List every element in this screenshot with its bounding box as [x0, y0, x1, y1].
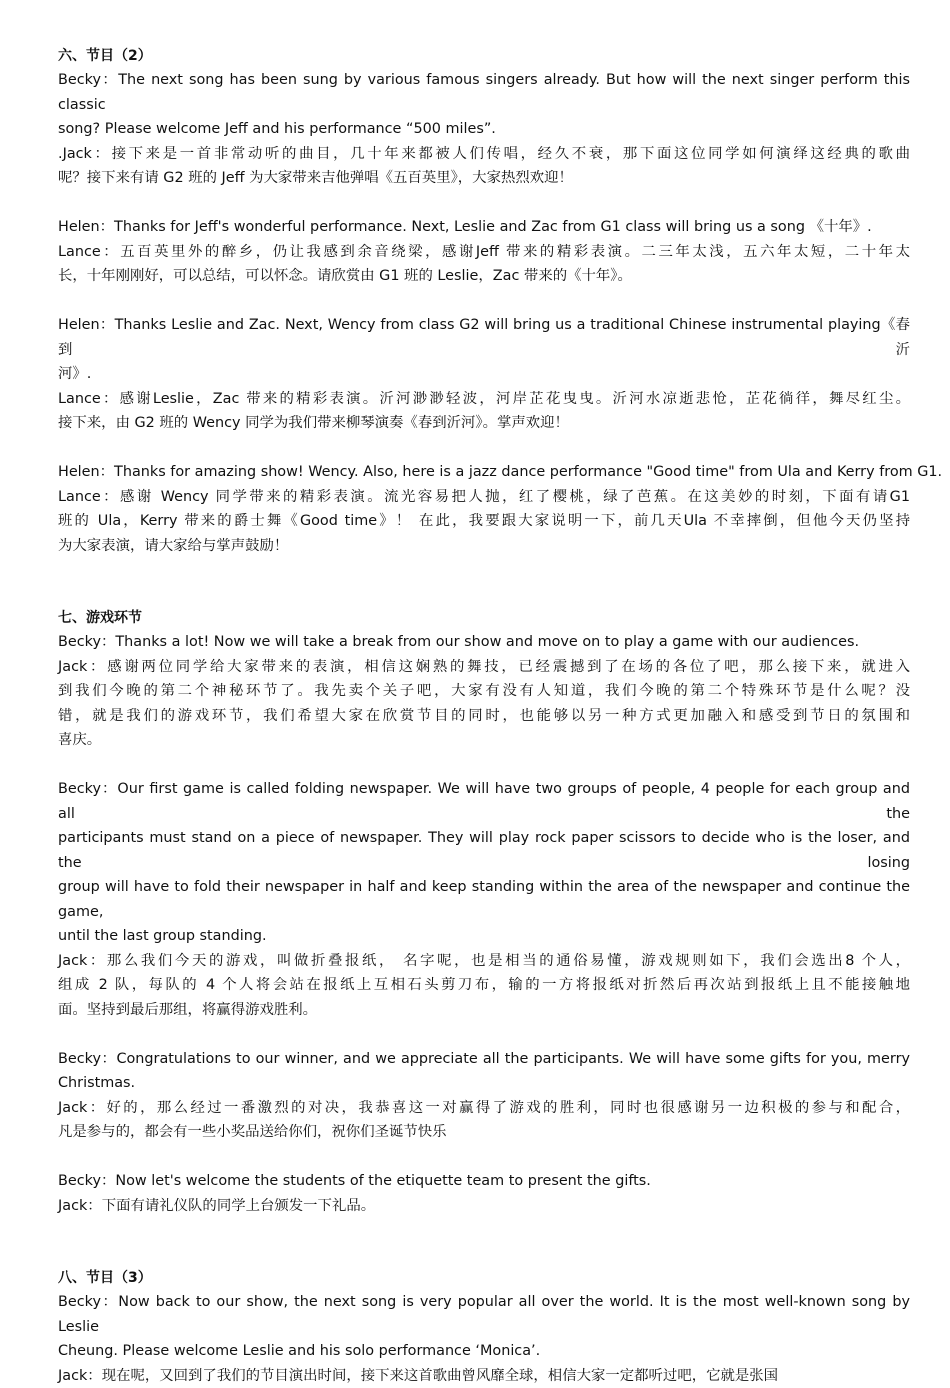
paragraph-spacer [58, 753, 910, 778]
dialogue-block [58, 215, 910, 289]
text-line: Becky：Now back to our show, the next song is very popular all over the world. It is the most well-known song by Leslie [58, 1290, 910, 1339]
text-line: Helen：Thanks Leslie and Zac. Next, Wency from class G2 will bring us a traditional Chinese instrumental playing《春到沂 [58, 313, 910, 362]
text-line: .Jack：接下来是一首非常动听的曲目，几十年来都被人们传唱，经久不衰，那下面这位同学如何演绎这经典的歌曲 [58, 142, 910, 167]
dialogue-block [58, 68, 910, 191]
dialogue-block [58, 313, 910, 436]
section-spacer [58, 558, 910, 606]
paragraph-spacer [58, 1145, 910, 1170]
text-line: Helen：Thanks for Jeff's wonderful performance. Next, Leslie and Zac from G1 class will bring us a song 《十年》. [58, 215, 910, 240]
text-line: Lance：感谢Leslie，Zac 带来的精彩表演。沂河渺渺轻波，河岸芷花曳曳。沂河水凉逝悲怆，芷花徜徉，舞尽红尘。 [58, 387, 910, 412]
text-line: Becky：Our first game is called folding newspaper. We will have two groups of people, 4 people for each group and all the [58, 777, 910, 826]
text-line: Becky：Congratulations to our winner, and we appreciate all the participants. We will have some gifts for you, merry [58, 1047, 910, 1072]
text-line: 面。坚持到最后那组，将赢得游戏胜利。 [58, 998, 910, 1023]
text-line: 组成 2 队，每队的 4 个人将会站在报纸上互相石头剪刀布，输的一方将报纸对折然后再次站到报纸上且不能接触地 [58, 973, 910, 998]
text-line: Becky：Now let's welcome the students of the etiquette team to present the gifts. [58, 1169, 910, 1194]
text-line: 接下来，由 G2 班的 Wency 同学为我们带来柳琴演奏《春到沂河》。掌声欢迎！ [58, 411, 910, 436]
text-line: participants must stand on a piece of newspaper. They will play rock paper scissors to decide who is the loser, and the losing [58, 826, 910, 875]
text-line: Christmas. [58, 1071, 910, 1096]
paragraph-spacer [58, 436, 910, 461]
dialogue-block [58, 1290, 910, 1388]
text-line: until the last group standing. [58, 924, 910, 949]
paragraph-spacer [58, 191, 910, 216]
text-line: group will have to fold their newspaper in half and keep standing within the area of the newspaper and continue the game, [58, 875, 910, 924]
dialogue-block [58, 630, 910, 753]
text-line: 凡是参与的，都会有一些小奖品送给你们，祝你们圣诞节快乐 [58, 1120, 910, 1145]
text-line: 班的 Ula，Kerry 带来的爵士舞《Good time》！ 在此，我要跟大家说明一下，前几天Ula 不幸摔倒，但他今天仍坚持 [58, 509, 910, 534]
section-title: 六、节目（2） [58, 44, 910, 68]
text-line: 到我们今晚的第二个神秘环节了。我先卖个关子吧，大家有没有人知道，我们今晚的第二个特殊环节是什么呢？没 [58, 679, 910, 704]
section-spacer [58, 1218, 910, 1266]
text-line: Becky：Thanks a lot! Now we will take a break from our show and move on to play a game with our audiences. [58, 630, 910, 655]
section-title: 八、节目（3） [58, 1266, 910, 1290]
text-line: Becky：The next song has been sung by various famous singers already. But how will the next singer perform this classic [58, 68, 910, 117]
text-line: 长，十年刚刚好，可以总结，可以怀念。请欣赏由 G1 班的 Leslie，Zac 带来的《十年》。 [58, 264, 910, 289]
text-line: Jack：感谢两位同学给大家带来的表演，相信这娴熟的舞技，已经震撼到了在场的各位了吧，那么接下来，就进入 [58, 655, 910, 680]
text-line: 河》. [58, 362, 910, 387]
section-title: 七、游戏环节 [58, 606, 910, 630]
dialogue-block [58, 1047, 910, 1145]
text-line: 错，就是我们的游戏环节，我们希望大家在欣赏节目的同时，也能够以另一种方式更加融入和感受到节日的氛围和 [58, 704, 910, 729]
text-line: Jack：下面有请礼仪队的同学上台颁发一下礼品。 [58, 1194, 910, 1219]
paragraph-spacer [58, 1022, 910, 1047]
text-line: Jack：现在呢，又回到了我们的节目演出时间，接下来这首歌曲曾风靡全球，相信大家一定都听过吧，它就是张国 [58, 1364, 910, 1388]
text-line: 为大家表演，请大家给与掌声鼓励！ [58, 534, 910, 559]
text-line: 喜庆。 [58, 728, 910, 753]
text-line: Lance：五百英里外的醉乡，仍让我感到余音绕梁，感谢Jeff 带来的精彩表演。二三年太浅，五六年太短，二十年太 [58, 240, 910, 265]
dialogue-block [58, 1169, 910, 1218]
text-line: Lance：感谢 Wency 同学带来的精彩表演。流光容易把人抛，红了樱桃，绿了芭蕉。在这美妙的时刻，下面有请G1 [58, 485, 910, 510]
text-line: 呢？接下来有请 G2 班的 Jeff 为大家带来吉他弹唱《五百英里》，大家热烈欢迎！ [58, 166, 910, 191]
document-body [58, 44, 910, 1388]
text-line: Cheung. Please welcome Leslie and his solo performance ‘Monica’. [58, 1339, 910, 1364]
dialogue-block [58, 460, 910, 558]
text-line: song? Please welcome Jeff and his performance “500 miles”. [58, 117, 910, 142]
text-line: Jack：好的，那么经过一番激烈的对决，我恭喜这一对赢得了游戏的胜利，同时也很感谢另一边积极的参与和配合， [58, 1096, 910, 1121]
paragraph-spacer [58, 289, 910, 314]
text-line: Helen：Thanks for amazing show! Wency. Also, here is a jazz dance performance "Good time" from Ula and Kerry from G1. [58, 460, 910, 485]
dialogue-block [58, 777, 910, 1022]
text-line: Jack：那么我们今天的游戏，叫做折叠报纸， 名字呢，也是相当的通俗易懂，游戏规则如下，我们会选出8 个人， [58, 949, 910, 974]
